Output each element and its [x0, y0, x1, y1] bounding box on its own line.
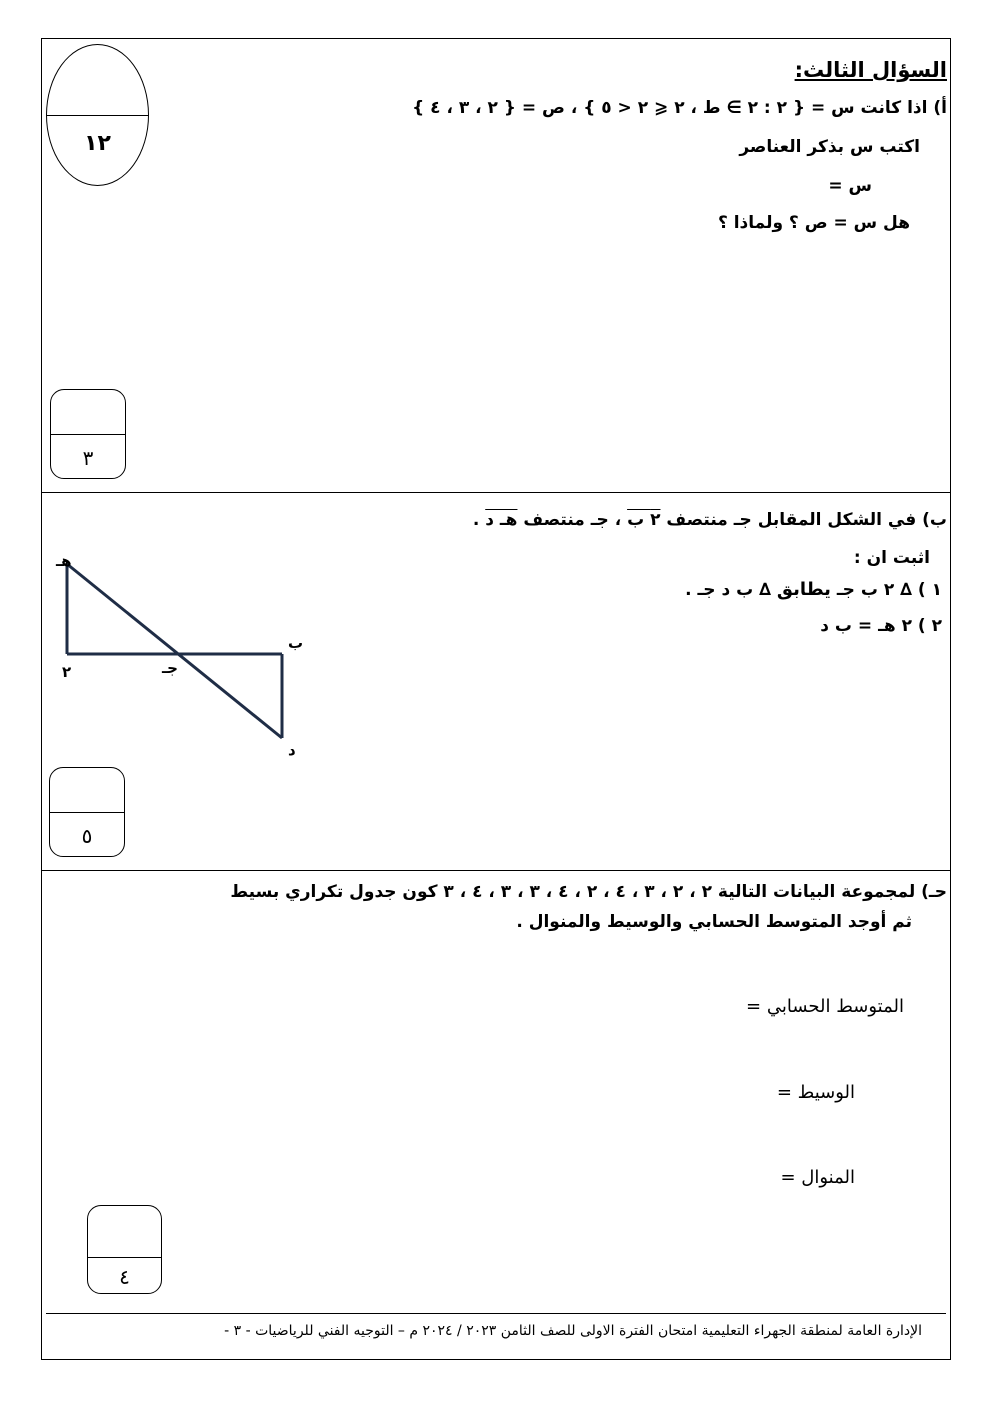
divider-2	[42, 870, 950, 871]
geometry-figure	[50, 550, 310, 760]
total-score-oval	[46, 44, 149, 186]
label-h: هـ	[56, 552, 72, 570]
footer-divider	[46, 1313, 946, 1314]
part-a-line2: اكتب س بذكر العناصر	[739, 137, 920, 157]
label-j: جـ	[162, 659, 178, 677]
part-b-line4: ٢ ) ٢ هـ = ب د	[820, 616, 942, 636]
segment-ab: ٢ ب	[627, 510, 661, 530]
divider-1	[42, 492, 950, 493]
median-label: الوسيط =	[776, 1082, 855, 1103]
part-b-line3-prefix: ١ ) ∆ ٢ ب جـ	[836, 580, 942, 600]
part-b-end: .	[472, 510, 480, 530]
part-c-score-box	[87, 1205, 162, 1294]
part-b-line3-suffix: ∆ ب د جـ .	[685, 580, 771, 600]
footer-text: الإدارة العامة لمنطقة الجهراء التعليمية امتحان الفترة الاولى للصف الثامن ٢٠٢٣ / ٢٠٢٤ م – التوجيه الفني للرياضيات - ٣ -	[224, 1323, 922, 1339]
part-c-line2: ثم أوجد المتوسط الحسابي والوسيط والمنوال .	[516, 912, 912, 932]
part-b-line3	[685, 579, 942, 600]
part-b-line2: اثبت ان :	[853, 548, 930, 568]
part-b-mid: ، جـ منتصف	[523, 510, 622, 530]
part-b-score-box	[49, 767, 125, 857]
part-c-score: ٤	[119, 1265, 130, 1289]
part-a-line1: أ) اذا كانت س = { ٢ : ٢ ∋ ط ، ٢ ⩽ ٢ < ٥ } ، ص = { ٢ ، ٣ ، ٤ }	[412, 98, 947, 118]
segment-hd: هـ د	[485, 510, 518, 530]
part-b-score: ٥	[81, 824, 93, 848]
part-a-line3: س =	[828, 176, 872, 196]
part-b-line1	[473, 510, 947, 530]
part-a-score: ٣	[82, 446, 94, 470]
label-d: د	[288, 741, 296, 759]
segment-hd-line	[67, 564, 282, 738]
label-b: ب	[288, 634, 304, 652]
part-a-score-box	[50, 389, 126, 479]
part-b-line3-bold: يطابق	[776, 579, 831, 600]
label-a: ٢	[62, 663, 72, 681]
mean-label: المتوسط الحسابي =	[746, 996, 904, 1017]
mode-label: المنوال =	[780, 1167, 855, 1188]
part-a-line4: هل س = ص ؟ ولماذا ؟	[717, 213, 910, 233]
part-b-prefix: ب) في الشكل المقابل جـ منتصف	[666, 510, 947, 530]
question-title: السؤال الثالث:	[794, 58, 947, 82]
total-score: ١٢	[84, 131, 111, 156]
part-c-line1: حـ) لمجموعة البيانات التالية ٢ ، ٢ ، ٣ ، ٤ ، ٢ ، ٤ ، ٣ ، ٣ ، ٤ ، ٣ كون جدول تكراري بسيط	[230, 882, 947, 902]
